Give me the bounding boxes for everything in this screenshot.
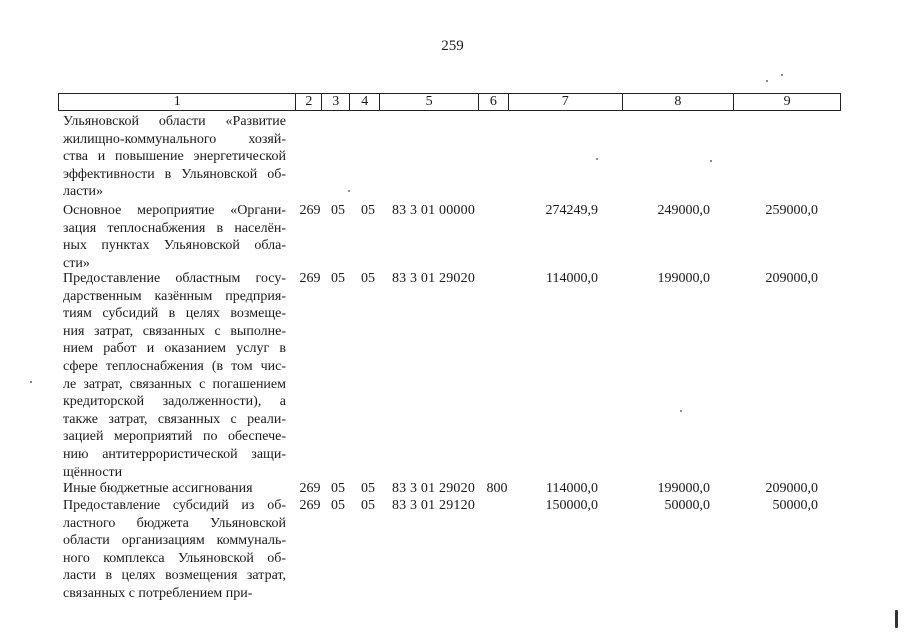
description-line: дарственным казённым предприя- [63,288,286,304]
description-line: жилищно-коммунального хозяй- [63,131,286,147]
row-description [63,497,286,603]
target-article-code: 83 3 01 29020 [391,481,476,496]
description-line: ласти в целях возмещения затрат, [63,568,286,584]
amount-col-8: 50000,0 [664,498,710,513]
description-line: Иные бюджетные ассигнования [63,481,253,496]
target-article-code: 83 3 01 29020 [391,271,476,286]
description-line: зацией мероприятий по обеспече- [63,429,286,445]
amount-col-8: 249000,0 [657,203,710,218]
description-line: ния затрат, связанных с выполне- [63,323,286,339]
scan-speck [766,80,768,82]
amount-col-9: 259000,0 [765,203,818,218]
description-line: Основное мероприятие «Органи- [63,203,286,218]
scan-speck [596,158,598,160]
amount-col-9: 50000,0 [772,498,818,513]
amount-col-9: 209000,0 [765,481,818,496]
scan-speck [680,410,682,412]
amount-col-7: 114000,0 [546,481,598,496]
amount-col-8: 199000,0 [657,271,710,286]
amount-col-8: 199000,0 [657,481,710,496]
description-line: зация теплоснабжения в населён- [63,220,286,236]
ministry-code: 269 [299,203,321,218]
subsection-code: 05 [361,271,375,286]
section-code: 05 [331,481,345,496]
scan-edge-mark [895,610,898,628]
description-line: Предоставление областным госу- [63,271,286,286]
page-number: 259 [441,38,464,54]
amount-col-9: 209000,0 [765,271,818,286]
header-col-4: 4 [350,94,380,110]
header-col-5: 5 [380,94,479,110]
description-line: ластного бюджета Ульяновской [63,515,286,531]
target-article-code: 83 3 01 00000 [391,203,476,218]
amount-col-7: 114000,0 [546,271,598,286]
description-line: щённости [63,464,123,480]
header-col-1: 1 [59,94,296,110]
description-line: нию антитеррористической защи- [63,446,286,462]
header-col-8: 8 [623,94,735,110]
row-description [63,270,286,481]
header-col-2: 2 [296,94,322,110]
description-line: также затрат, связанных с реали- [63,411,286,427]
ministry-code: 269 [299,481,321,496]
description-line: области организациям коммуналь- [63,533,286,549]
description-line: сти» [63,255,90,271]
description-line: сфере теплоснабжения (в том чис- [63,358,286,374]
target-article-code: 83 3 01 29120 [391,498,476,513]
section-code: 05 [331,271,345,286]
description-line: нием работ и оказанием услуг в [63,341,286,357]
description-line: ле затрат, связанных с погашением [63,376,286,392]
expense-type-code: 800 [486,481,508,496]
amount-col-7: 150000,0 [545,498,598,513]
scan-speck [710,160,712,162]
scan-speck [781,74,783,76]
description-line: ного комплекса Ульяновской об- [63,550,286,566]
table-header [58,93,841,111]
description-line: ласти» [63,184,104,200]
amount-col-7: 274249,9 [545,203,598,218]
header-col-9: 9 [783,94,791,109]
scan-speck [30,381,32,383]
description-line: ства и повышение энергетической [63,149,286,165]
header-col-6: 6 [479,94,509,110]
subsection-code: 05 [361,203,375,218]
description-line: Предоставление субсидий из об- [63,498,286,513]
subsection-code: 05 [361,481,375,496]
description-line: Ульяновской области «Развитие [63,114,286,129]
subsection-code: 05 [361,498,375,513]
ministry-code: 269 [299,498,321,513]
row-description [63,480,286,498]
row-description [63,202,286,272]
section-code: 05 [331,203,345,218]
description-line: эффективности в Ульяновской об- [63,166,286,182]
section-code: 05 [331,498,345,513]
description-line: ных пунктах Ульяновской обла- [63,238,286,254]
row-description [63,113,286,201]
description-line: кредиторской задолженности), а [63,394,286,410]
description-line: тиям субсидий в целях возмеще- [63,306,286,322]
scan-speck [348,190,350,192]
description-line: связанных с потреблением при- [63,585,253,601]
header-col-3: 3 [322,94,350,110]
header-col-7: 7 [509,94,623,110]
ministry-code: 269 [299,271,321,286]
